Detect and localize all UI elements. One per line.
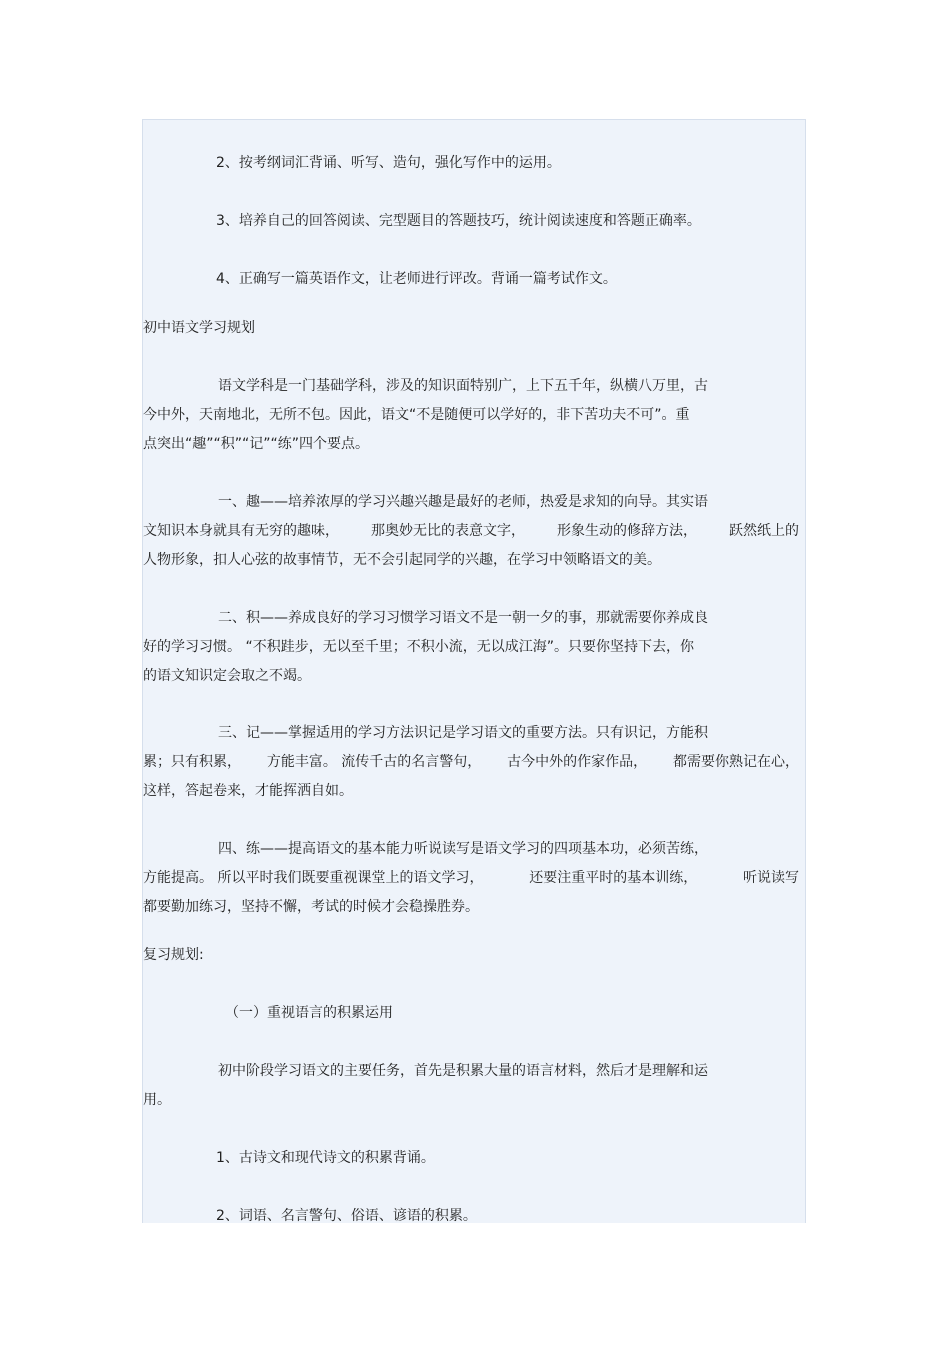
paragraph-line: 二、积——养成良好的学习习惯学习语文不是一朝一夕的事，那就需要你养成良 xyxy=(218,610,708,626)
text-segment: 文知识本身就具有无穷的趣味， xyxy=(143,523,339,539)
paragraph-line: 人物形象，扣人心弦的故事情节，无不会引起同学的兴趣，在学习中领略语文的美。 xyxy=(143,552,661,568)
section-title: 初中语文学习规划 xyxy=(143,320,255,336)
text-segment: 那奥妙无比的表意文字， xyxy=(371,523,525,539)
paragraph-line: 一、趣——培养浓厚的学习兴趣兴趣是最好的老师，热爱是求知的向导。其实语 xyxy=(218,494,708,510)
paragraph-line: 用。 xyxy=(143,1092,171,1108)
paragraph-line: 四、练——提高语文的基本能力听说读写是语文学习的四项基本功，必须苦练， xyxy=(218,841,708,857)
list-item: 1、古诗文和现代诗文的积累背诵。 xyxy=(216,1150,435,1166)
text-segment: 形象生动的修辞方法， xyxy=(557,523,697,539)
paragraph-line: 语文学科是一门基础学科，涉及的知识面特别广，上下五千年，纵横八万里，古 xyxy=(218,378,708,394)
paragraph-line xyxy=(143,752,799,772)
list-item: 3、培养自己的回答阅读、完型题目的答题技巧，统计阅读速度和答题正确率。 xyxy=(216,213,701,229)
text-segment: 古今中外的作家作品， xyxy=(507,754,648,770)
text-segment: 还要注重平时的基本训练， xyxy=(529,870,698,886)
subheading: （一）重视语言的积累运用 xyxy=(225,1005,393,1021)
paragraph-line: 今中外，天南地北，无所不包。因此，语文“不是随便可以学好的，非下苦功夫不可”。重 xyxy=(143,407,690,423)
paragraph-line: 初中阶段学习语文的主要任务，首先是积累大量的语言材料，然后才是理解和运 xyxy=(218,1063,708,1079)
paragraph-line: 点突出“趣”“积”“记”“练”四个要点。 xyxy=(143,436,370,452)
document-page xyxy=(142,119,806,1223)
paragraph-line xyxy=(143,521,799,541)
text-segment: 方能丰富。 流传千古的名言警句， xyxy=(266,754,482,770)
list-item: 2、按考纲词汇背诵、听写、造句，强化写作中的运用。 xyxy=(216,155,561,171)
paragraph-line: 的语文知识定会取之不竭。 xyxy=(143,668,311,684)
paragraph-line xyxy=(143,868,799,888)
paragraph-line: 这样，答起卷来，才能挥洒自如。 xyxy=(143,783,353,799)
text-segment: 都需要你熟记在心， xyxy=(672,754,799,770)
text-segment: 跃然纸上的 xyxy=(729,523,799,539)
text-segment: 听说读写 xyxy=(742,870,799,886)
text-segment: 累；只有积累， xyxy=(143,754,241,770)
section-title: 复习规划: xyxy=(143,947,204,963)
paragraph-line: 都要勤加练习，坚持不懈，考试的时候才会稳操胜券。 xyxy=(143,899,479,915)
text-segment: 方能提高。 所以平时我们既要重视课堂上的语文学习， xyxy=(143,870,484,886)
paragraph-line: 三、记——掌握适用的学习方法识记是学习语文的重要方法。只有识记，方能积 xyxy=(218,725,708,741)
list-item: 4、正确写一篇英语作文，让老师进行评改。背诵一篇考试作文。 xyxy=(216,271,617,287)
list-item: 2、词语、名言警句、俗语、谚语的积累。 xyxy=(216,1208,477,1224)
paragraph-line: 好的学习习惯。 “不积跬步，无以至千里；不积小流，无以成江海”。只要你坚持下去，你 xyxy=(143,639,694,655)
